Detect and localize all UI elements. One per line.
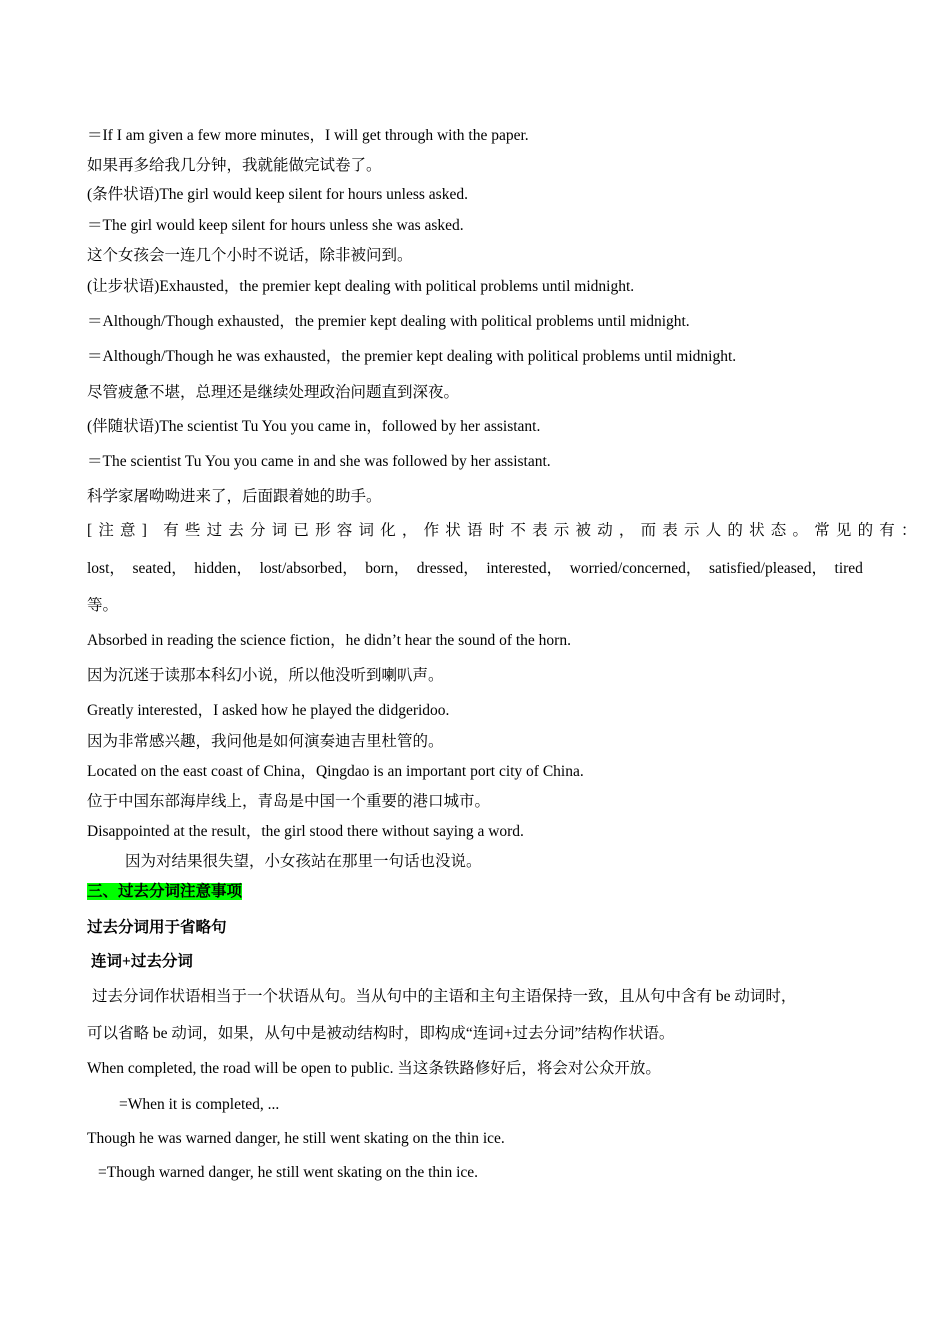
word: lost， (87, 560, 125, 577)
section-heading (87, 882, 863, 902)
word: worried/concerned， (569, 560, 702, 577)
word: satisfied/pleased， (709, 560, 827, 577)
text-line: 位于中国东部海岸线上，青岛是中国一个重要的港口城市。 (87, 793, 491, 810)
text-line: ＝The scientist Tu You you came in and she was followed by her assistant. (87, 453, 551, 470)
word: seated， (132, 560, 187, 577)
note-line: [注意] 有些过去分词已形容词化，作状语时不表示被动，而表示人的状态。常见的有： (87, 522, 923, 539)
text-line: When completed, the road will be open to public. 当这条铁路修好后，将会对公众开放。 (87, 1060, 661, 1077)
text-line: ＝Although/Though he was exhausted，the premier kept dealing with political problems until midnight. (87, 348, 737, 365)
text-line: ＝If I am given a few more minutes，I will get through with the paper. (87, 127, 529, 144)
text-line: ＝Although/Though exhausted，the premier kept dealing with political problems until midnight. (87, 313, 690, 330)
word: lost/absorbed， (259, 560, 358, 577)
text-line: (让步状语)Exhausted，the premier kept dealing with political problems until midnight. (87, 278, 635, 295)
text-line: (条件状语)The girl would keep silent for hours unless asked. (87, 186, 468, 203)
word: dressed， (416, 560, 479, 577)
section-heading-text: 三、过去分词注意事项 (87, 883, 243, 900)
text-line: 如果再多给我几分钟，我就能做完试卷了。 (87, 157, 382, 174)
text-line: 因为对结果很失望，小女孩站在那里一句话也没说。 (125, 853, 482, 870)
text-line: 因为沉迷于读那本科幻小说，所以他没听到喇叭声。 (87, 667, 444, 684)
word: born， (365, 560, 410, 577)
text-line: Greatly interested，I asked how he played the didgeridoo. (87, 702, 450, 719)
text-line: 过去分词作状语相当于一个状语从句。当从句中的主语和主句主语保持一致，且从句中含有 be 动词时， (92, 988, 797, 1005)
subheading: 过去分词用于省略句 (87, 919, 227, 936)
text-line: 等。 (87, 597, 119, 614)
text-line: 尽管疲惫不堪，总理还是继续处理政治问题直到深夜。 (87, 384, 460, 401)
subheading: 连词+过去分词 (91, 953, 193, 970)
word-list-line (87, 559, 863, 579)
word: hidden， (194, 560, 252, 577)
text-line: =When it is completed, ... (119, 1096, 280, 1113)
text-line: 这个女孩会一连几个小时不说话，除非被问到。 (87, 247, 413, 264)
text-line: Located on the east coast of China，Qingdao is an important port city of China. (87, 763, 584, 780)
text-line: 因为非常感兴趣，我问他是如何演奏迪吉里杜管的。 (87, 733, 444, 750)
text-line: ＝The girl would keep silent for hours unless she was asked. (87, 217, 464, 234)
text-line: 科学家屠呦呦进来了，后面跟着她的助手。 (87, 488, 382, 505)
word: tired (834, 560, 863, 577)
text-line: (伴随状语)The scientist Tu You you came in，followed by her assistant. (87, 418, 541, 435)
text-line: Disappointed at the result，the girl stood there without saying a word. (87, 823, 524, 840)
text-line: Absorbed in reading the science fiction，he didn’t hear the sound of the horn. (87, 632, 571, 649)
text-line: Though he was warned danger, he still went skating on the thin ice. (87, 1130, 505, 1147)
text-line: =Though warned danger, he still went skating on the thin ice. (98, 1164, 479, 1181)
word: interested， (486, 560, 563, 577)
text-line: 可以省略 be 动词，如果，从句中是被动结构时，即构成“连词+过去分词”结构作状语。 (87, 1025, 675, 1042)
